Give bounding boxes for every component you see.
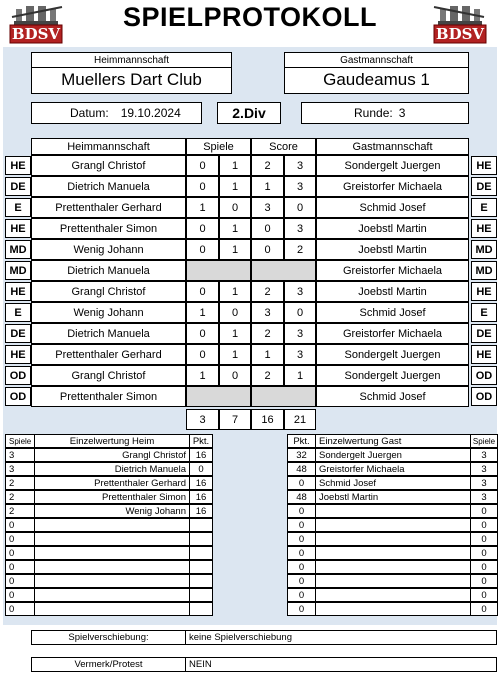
home-points-header: Pkt. (189, 434, 213, 448)
games-home: 0 (186, 281, 219, 302)
game-type-left: HE (5, 345, 31, 364)
home-player-points (189, 560, 213, 574)
header-guest: Gastmannschaft (316, 138, 469, 155)
home-player: Prettenthaler Gerhard (31, 197, 186, 218)
home-player-name (34, 518, 190, 532)
games-guest: 1 (219, 281, 251, 302)
home-player: Dietrich Manuela (31, 260, 186, 281)
home-player-name: Dietrich Manuela (34, 462, 190, 476)
guest-player-games: 3 (470, 476, 498, 490)
score-guest: 3 (284, 281, 316, 302)
total-score-guest: 21 (284, 409, 316, 430)
score-guest: 0 (284, 197, 316, 218)
games-guest: 1 (219, 176, 251, 197)
guest-team-name: Gaudeamus 1 (323, 70, 430, 89)
games-guest: 0 (219, 365, 251, 386)
home-player-name: Prettenthaler Gerhard (34, 476, 190, 490)
home-team-label: Heimmannschaft (93, 55, 170, 66)
protest-label: Vermerk/Protest (31, 657, 186, 672)
guest-player-points: 0 (287, 504, 316, 518)
game-type-left: E (5, 198, 31, 217)
home-player: Prettenthaler Simon (31, 218, 186, 239)
guest-player-points: 0 (287, 546, 316, 560)
score-home: 3 (251, 302, 284, 323)
game-type-left: E (5, 303, 31, 322)
score-home: 2 (251, 281, 284, 302)
game-type-left: OD (5, 366, 31, 385)
guest-player-games: 3 (470, 448, 498, 462)
home-player: Dietrich Manuela (31, 323, 186, 344)
guest-player-points: 0 (287, 602, 316, 616)
guest-player-name (315, 588, 471, 602)
score-guest: 3 (284, 176, 316, 197)
score-home: 0 (251, 218, 284, 239)
game-type-right: HE (471, 219, 497, 238)
home-player-games: 0 (5, 560, 35, 574)
header-games: Spiele (186, 138, 251, 155)
guest-player-name: Sondergelt Juergen (315, 448, 471, 462)
guest-player-name (315, 602, 471, 616)
home-player-points (189, 602, 213, 616)
game-type-right: DE (471, 324, 497, 343)
games-home: 1 (186, 197, 219, 218)
home-player-points: 16 (189, 504, 213, 518)
game-type-right: MD (471, 261, 497, 280)
home-games-header: Spiele (5, 434, 35, 448)
home-player-name (34, 574, 190, 588)
game-type-left: HE (5, 156, 31, 175)
guest-player-name: Greistorfer Michaela (315, 462, 471, 476)
games-home: 0 (186, 239, 219, 260)
score-home: 0 (251, 239, 284, 260)
score-home: 3 (251, 197, 284, 218)
home-player-points: 16 (189, 448, 213, 462)
game-type-right: HE (471, 282, 497, 301)
guest-player-games: 3 (470, 490, 498, 504)
home-player-points (189, 518, 213, 532)
games-home: 0 (186, 176, 219, 197)
game-type-right: OD (471, 387, 497, 406)
guest-player-points: 48 (287, 490, 316, 504)
guest-individual-header: Einzelwertung Gast (315, 434, 471, 448)
home-player-points (189, 532, 213, 546)
game-type-left: HE (5, 219, 31, 238)
home-player-name: Wenig Johann (34, 504, 190, 518)
guest-player: Greistorfer Michaela (316, 176, 469, 197)
games-home: 0 (186, 155, 219, 176)
round-value: 3 (398, 106, 406, 120)
guest-player-name (315, 560, 471, 574)
score-home: 1 (251, 176, 284, 197)
score-guest: 3 (284, 323, 316, 344)
date-value: 19.10.2024 (120, 106, 181, 120)
game-type-right: E (471, 198, 497, 217)
home-player-games: 0 (5, 574, 35, 588)
guest-player-games: 3 (470, 462, 498, 476)
score-home: 1 (251, 344, 284, 365)
guest-player-games: 0 (470, 518, 498, 532)
guest-player: Joebstl Martin (316, 218, 469, 239)
games-home: 1 (186, 365, 219, 386)
game-type-right: DE (471, 177, 497, 196)
guest-player-name: Joebstl Martin (315, 490, 471, 504)
game-type-right: OD (471, 366, 497, 385)
guest-player-points: 0 (287, 532, 316, 546)
guest-player: Greistorfer Michaela (316, 260, 469, 281)
guest-player-games: 0 (470, 546, 498, 560)
games-guest: 1 (219, 344, 251, 365)
guest-player-points: 0 (287, 518, 316, 532)
guest-games-header: Spiele (470, 434, 498, 448)
score-home: 2 (251, 365, 284, 386)
home-player-games: 3 (5, 462, 35, 476)
score-guest: 3 (284, 155, 316, 176)
home-player-points: 16 (189, 476, 213, 490)
home-player-name: Grangl Christof (34, 448, 190, 462)
games-guest: 1 (219, 239, 251, 260)
home-player-name (34, 560, 190, 574)
home-player: Prettenthaler Gerhard (31, 344, 186, 365)
games-home: 0 (186, 218, 219, 239)
score-cell-empty (251, 260, 316, 281)
games-cell-empty (186, 386, 251, 407)
home-player-games: 2 (5, 504, 35, 518)
date-label: Datum: (70, 106, 109, 120)
guest-player-points: 0 (287, 560, 316, 574)
guest-player-games: 0 (470, 588, 498, 602)
home-player-games: 0 (5, 518, 35, 532)
home-player-points (189, 588, 213, 602)
guest-player-points: 0 (287, 588, 316, 602)
round-label: Runde: (354, 106, 393, 120)
score-guest: 1 (284, 365, 316, 386)
guest-player: Greistorfer Michaela (316, 323, 469, 344)
guest-player-name (315, 546, 471, 560)
guest-player: Schmid Josef (316, 386, 469, 407)
home-team-name: Muellers Dart Club (61, 70, 202, 89)
guest-player-points: 48 (287, 462, 316, 476)
home-player-points (189, 546, 213, 560)
home-player-games: 0 (5, 588, 35, 602)
division-box: 2.Div (217, 102, 281, 124)
home-player: Grangl Christof (31, 365, 186, 386)
guest-player-name (315, 518, 471, 532)
home-player-games: 0 (5, 546, 35, 560)
games-guest: 0 (219, 197, 251, 218)
home-player: Prettenthaler Simon (31, 386, 186, 407)
header-score: Score (251, 138, 316, 155)
page-title: SPIELPROTOKOLL (122, 2, 378, 32)
home-player: Wenig Johann (31, 239, 186, 260)
guest-player-games: 0 (470, 560, 498, 574)
home-player-games: 2 (5, 490, 35, 504)
total-games-home: 3 (186, 409, 219, 430)
game-type-right: HE (471, 345, 497, 364)
home-player-games: 2 (5, 476, 35, 490)
home-player-games: 0 (5, 602, 35, 616)
guest-player: Joebstl Martin (316, 281, 469, 302)
guest-player-points: 0 (287, 476, 316, 490)
header-home: Heimmannschaft (31, 138, 186, 155)
home-player-points (189, 574, 213, 588)
total-games-guest: 7 (219, 409, 251, 430)
round-box (301, 102, 469, 124)
postpone-value: keine Spielverschiebung (185, 630, 497, 645)
guest-player: Sondergelt Juergen (316, 344, 469, 365)
home-player-name (34, 546, 190, 560)
guest-player-games: 0 (470, 602, 498, 616)
guest-player-games: 0 (470, 504, 498, 518)
games-home: 1 (186, 302, 219, 323)
score-cell-empty (251, 386, 316, 407)
svg-text:BDSV: BDSV (11, 25, 61, 43)
guest-player-name: Schmid Josef (315, 476, 471, 490)
game-type-left: MD (5, 240, 31, 259)
guest-player: Sondergelt Juergen (316, 365, 469, 386)
home-player-games: 3 (5, 448, 35, 462)
score-guest: 0 (284, 302, 316, 323)
guest-points-header: Pkt. (287, 434, 316, 448)
game-type-right: MD (471, 240, 497, 259)
games-guest: 1 (219, 323, 251, 344)
date-box (31, 102, 202, 124)
guest-player: Schmid Josef (316, 302, 469, 323)
games-home: 0 (186, 344, 219, 365)
guest-player-name (315, 532, 471, 546)
protest-value: NEIN (185, 657, 497, 672)
game-type-left: OD (5, 387, 31, 406)
guest-player: Schmid Josef (316, 197, 469, 218)
game-type-left: DE (5, 177, 31, 196)
svg-text:BDSV: BDSV (435, 25, 485, 43)
guest-player-points: 0 (287, 574, 316, 588)
games-guest: 0 (219, 302, 251, 323)
postpone-label: Spielverschiebung: (31, 630, 186, 645)
games-guest: 1 (219, 218, 251, 239)
guest-player-name (315, 574, 471, 588)
home-player: Grangl Christof (31, 155, 186, 176)
guest-player: Joebstl Martin (316, 239, 469, 260)
home-player-name (34, 602, 190, 616)
total-score-home: 16 (251, 409, 284, 430)
score-home: 2 (251, 155, 284, 176)
guest-player-games: 0 (470, 574, 498, 588)
score-guest: 3 (284, 344, 316, 365)
game-type-left: MD (5, 261, 31, 280)
game-type-left: HE (5, 282, 31, 301)
home-player-name: Prettenthaler Simon (34, 490, 190, 504)
home-player-name (34, 588, 190, 602)
games-guest: 1 (219, 155, 251, 176)
home-player: Dietrich Manuela (31, 176, 186, 197)
games-cell-empty (186, 260, 251, 281)
home-player-points: 16 (189, 490, 213, 504)
home-player-points: 0 (189, 462, 213, 476)
game-type-right: HE (471, 156, 497, 175)
home-individual-header: Einzelwertung Heim (34, 434, 190, 448)
home-player-games: 0 (5, 532, 35, 546)
home-player: Wenig Johann (31, 302, 186, 323)
home-player: Grangl Christof (31, 281, 186, 302)
game-type-right: E (471, 303, 497, 322)
guest-player-name (315, 504, 471, 518)
score-guest: 2 (284, 239, 316, 260)
home-team-box (31, 52, 232, 94)
guest-team-box (284, 52, 469, 94)
guest-player-games: 0 (470, 532, 498, 546)
home-player-name (34, 532, 190, 546)
guest-player: Sondergelt Juergen (316, 155, 469, 176)
score-guest: 3 (284, 218, 316, 239)
score-home: 2 (251, 323, 284, 344)
guest-player-points: 32 (287, 448, 316, 462)
guest-team-label: Gastmannschaft (340, 55, 413, 66)
games-home: 0 (186, 323, 219, 344)
game-type-left: DE (5, 324, 31, 343)
